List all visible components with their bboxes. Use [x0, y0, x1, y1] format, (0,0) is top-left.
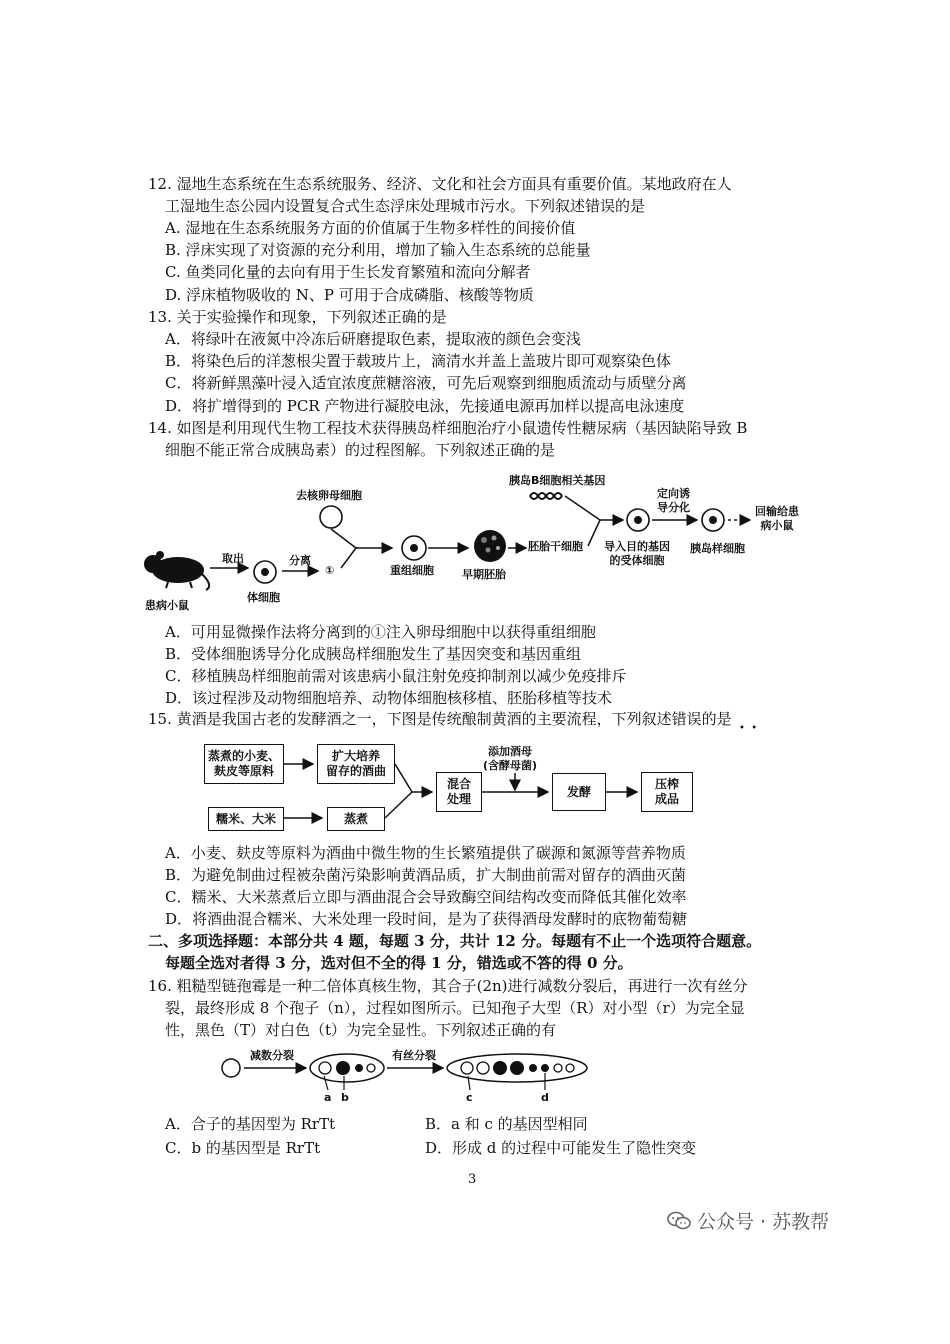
q15-option-d: D．将酒曲混合糯米、大米处理一段时间，是为了获得酒母发酵时的底物葡萄糖: [165, 910, 688, 928]
q16-option-a: A．合子的基因型为 RrTt: [165, 1115, 336, 1133]
label-gene: 胰岛B细胞相关基因: [509, 474, 606, 487]
label-directed-diff: 定向诱 导分化: [657, 487, 690, 514]
box-raw-materials: 蒸煮的小麦、 麸皮等原料: [204, 744, 284, 784]
q12-option-c: C. 鱼类同化量的去向有用于生长发育繁殖和流向分解者: [165, 263, 531, 281]
spore-12: [566, 1064, 574, 1072]
label-recombinant-cell: 重组细胞: [390, 564, 434, 577]
box-rice: 糯米、大米: [208, 807, 284, 831]
spore-4: [367, 1064, 375, 1072]
q16-option-c: C．b 的基因型是 RrTt: [165, 1139, 321, 1157]
spore-7: [493, 1061, 507, 1075]
q13-option-b: B．将染色后的洋葱根尖置于载玻片上，滴清水并盖上盖玻片即可观察染色体: [165, 352, 672, 370]
q13-option-a: A．将绿叶在液氮中冷冻后研磨提取色素，提取液的颜色会变浅: [165, 330, 581, 348]
label-mitosis: 有丝分裂: [392, 1049, 436, 1062]
spore-8: [510, 1061, 524, 1075]
spore-d: [541, 1064, 549, 1072]
q14-stem-line2: 细胞不能正常合成胰岛素）的过程图解。下列叙述正确的是: [165, 441, 556, 459]
q13-option-c: C．将新鲜黑藻叶浸入适宜浓度蔗糖溶液，可先后观察到细胞质流动与质壁分离: [165, 374, 687, 392]
q14-option-d: D．该过程涉及动物细胞培养、动物体细胞核移植、胚胎移植等技术: [165, 689, 613, 707]
wechat-icon: [667, 1211, 691, 1231]
spore-a: [319, 1062, 331, 1074]
q12-stem-line1: 12. 湿地生态系统在生态系统服务、经济、文化和社会方面具有重要价值。某地政府在人: [148, 175, 732, 193]
q14-option-a: A．可用显微操作法将分离到的①注入卵母细胞中以获得重组细胞: [165, 623, 596, 641]
box-ferment: 发酵: [552, 773, 606, 811]
spore-b: [336, 1061, 350, 1075]
q16-option-d: D．形成 d 的过程中可能发生了隐性突变: [425, 1139, 697, 1157]
label-add-yeast: 添加酒母 (含酵母菌): [483, 745, 538, 772]
q12-option-d: D. 浮床植物吸收的 N、P 可用于合成磷脂、核酸等物质: [165, 286, 534, 304]
spore-11: [554, 1064, 562, 1072]
spore-c: [461, 1062, 473, 1074]
box-expand-culture: 扩大培养 留存的酒曲: [317, 744, 395, 784]
page-number: 3: [468, 1172, 477, 1187]
label-separate: 分离: [289, 554, 311, 567]
q12-option-a: A. 湿地在生态系统服务方面的价值属于生物多样性的间接价值: [165, 219, 576, 237]
spore-6: [477, 1062, 489, 1074]
box-press-product: 压榨 成品: [641, 772, 693, 812]
q16-stem-line1: 16. 粗糙型链孢霉是一种二倍体真核生物，其合子(2n)进行减数分裂后，再进行一次有丝分: [148, 977, 748, 995]
label-body-cell: 体细胞: [247, 591, 280, 604]
section2-rules: 每题全选对者得 3 分，选对但不全的得 1 分，错选或不答的得 0 分。: [165, 954, 633, 972]
label-d: d: [541, 1091, 549, 1104]
q16-stem-line3: 性，黑色（T）对白色（t）为完全显性。下列叙述正确的有: [165, 1021, 557, 1039]
q12-stem-line2: 工湿地生态公园内设置复合式生态浮床处理城市污水。下列叙述错误的是: [165, 197, 646, 215]
q14-option-b: B．受体细胞诱导分化成胰岛样细胞发生了基因突变和基因重组: [165, 645, 582, 663]
label-take-out: 取出: [222, 552, 244, 565]
label-meiosis: 减数分裂: [250, 1049, 294, 1062]
q13-stem: 13. 关于实验操作和现象，下列叙述正确的是: [148, 308, 447, 326]
q12-option-b: B. 浮床实现了对资源的充分利用，增加了输入生态系统的总能量: [165, 241, 591, 259]
label-b: b: [341, 1091, 349, 1104]
label-es-cell: 胚胎干细胞: [528, 540, 583, 553]
label-early-embryo: 早期胚胎: [462, 568, 506, 581]
label-circle-1: ①: [325, 564, 335, 577]
label-enucleated-oocyte: 去核卵母细胞: [296, 489, 362, 502]
q14-stem-line1: 14. 如图是利用现代生物工程技术获得胰岛样细胞治疗小鼠遗传性糖尿病（基因缺陷导致 B: [148, 419, 748, 437]
watermark-text: 公众号 · 苏教帮: [697, 1211, 830, 1233]
watermark: [667, 1207, 829, 1234]
q15-stem: 15. 黄酒是我国古老的发酵酒之一，下图是传统酿制黄酒的主要流程，下列叙述错误的是: [148, 710, 732, 728]
spore-3: [355, 1064, 363, 1072]
q14-option-c: C．移植胰岛样细胞前需对该患病小鼠注射免疫抑制剂以减少免疫排斥: [165, 667, 627, 685]
section2-heading: 二、多项选择题：本部分共 4 题，每题 3 分，共计 12 分。每题有不止一个选项符合题意。: [148, 932, 762, 950]
label-islet-cell: 胰岛样细胞: [690, 542, 745, 555]
label-c: c: [466, 1091, 473, 1104]
label-receptor-cell: 导入目的基因 的受体细胞: [604, 540, 670, 567]
q16-option-b: B．a 和 c 的基因型相同: [425, 1115, 588, 1133]
label-a: a: [324, 1091, 332, 1104]
box-mix-process: 混合 处理: [436, 772, 482, 812]
label-return-mouse: 回输给患 病小鼠: [755, 505, 799, 532]
q15-option-a: A．小麦、麸皮等原料为酒曲中微生物的生长繁殖提供了碳源和氮源等营养物质: [165, 844, 686, 862]
emphasis-dots: • •: [739, 723, 758, 734]
q13-option-d: D．将扩增得到的 PCR 产物进行凝胶电泳，先接通电源再加样以提高电泳速度: [165, 397, 685, 415]
zygote-icon: [222, 1059, 240, 1077]
label-diseased-mouse: 患病小鼠: [145, 599, 189, 612]
q15-option-b: B．为避免制曲过程被杂菌污染影响黄酒品质，扩大制曲前需对留存的酒曲灭菌: [165, 866, 687, 884]
q16-stem-line2: 裂，最终形成 8 个孢子（n），过程如图所示。已知孢子大型（R）对小型（r）为完全显: [165, 999, 745, 1017]
spore-9: [529, 1064, 537, 1072]
q15-option-c: C．糯米、大米蒸煮后立即与酒曲混合会导致酶空间结构改变而降低其催化效率: [165, 888, 687, 906]
box-steam: 蒸煮: [327, 807, 385, 831]
